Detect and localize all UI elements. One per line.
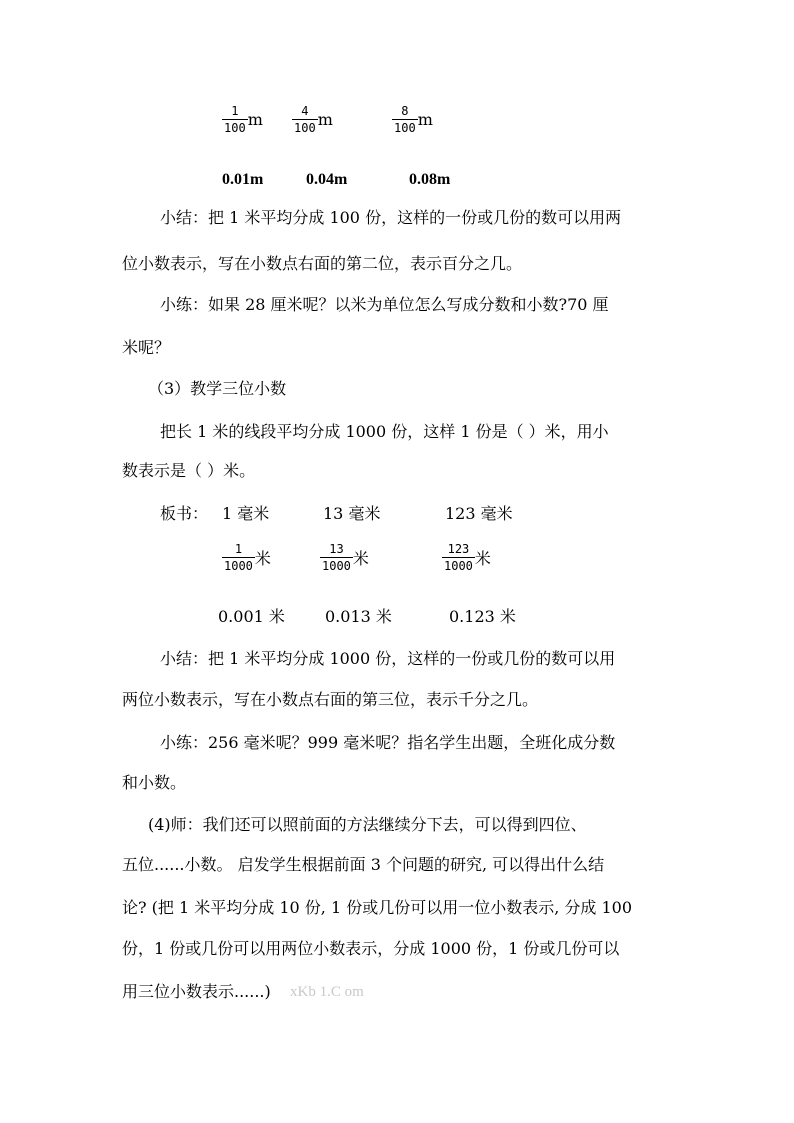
board-item-1mm: 1 毫米 (222, 504, 270, 523)
fraction-4-100-m (292, 104, 333, 135)
denominator: 100 (394, 121, 416, 135)
section-3-heading: （3）教学三位小数 (148, 379, 287, 398)
decimal-0-01m: 0.01m (222, 171, 264, 188)
practice-2-line-1: 小练：256 毫米呢？999 毫米呢？指名学生出题，全班化成分数 (160, 733, 616, 752)
practice-2-line-2: 和小数。 (122, 773, 187, 792)
board-label: 板书： (160, 504, 209, 523)
summary-2-line-2: 两位小数表示，写在小数点右面的第三位，表示千分之几。 (122, 690, 539, 709)
numerator: 123 (447, 542, 470, 556)
practice-1-line-2: 米呢？ (122, 338, 171, 357)
unit: m (247, 110, 263, 129)
denominator: 1000 (224, 559, 253, 573)
fraction-13-1000-mi (320, 542, 369, 573)
section-4-line-1: (4)师：我们还可以照前面的方法继续分下去，可以得到四位、 (148, 815, 587, 834)
section-4-line-4: 份，1 份或几份可以用两位小数表示，分成 1000 份，1 份或几份可以 (122, 939, 620, 958)
unit: 米 (254, 549, 271, 568)
unit: m (417, 110, 433, 129)
unit: 米 (474, 549, 491, 568)
practice-1-line-1: 小练：如果 28 厘米呢？以米为单位怎么写成分数和小数?70 厘 (160, 295, 609, 314)
summary-2-line-1: 小结：把 1 米平均分成 1000 份，这样的一份或几份的数可以用 (160, 649, 616, 668)
decimal-0-08m: 0.08m (409, 171, 451, 188)
denominator: 100 (224, 121, 246, 135)
numerator: 1 (234, 542, 243, 556)
decimal-0-123: 0.123 米 (449, 607, 516, 626)
watermark-text: xKb 1.C om (290, 984, 364, 1000)
section-3-line-2: 数表示是（ ）米。 (122, 461, 256, 480)
numerator: 1 (231, 104, 239, 118)
board-item-13mm: 13 毫米 (323, 504, 381, 523)
fraction-1-1000-mi (222, 542, 271, 573)
fraction-1-100-m (222, 104, 263, 135)
fraction-123-1000-mi (442, 542, 491, 573)
section-3-line-1: 把长 1 米的线段平均分成 1000 份，这样 1 份是（ ）米，用小 (160, 422, 609, 441)
numerator: 13 (329, 542, 344, 556)
fraction-8-100-m (392, 104, 433, 135)
numerator: 4 (301, 104, 309, 118)
section-4-line-5: 用三位小数表示......) (122, 982, 271, 1001)
numerator: 8 (401, 104, 409, 118)
section-4-line-2: 五位......小数。 启发学生根据前面 3 个问题的研究, 可以得出什么结 (122, 855, 605, 874)
unit: 米 (352, 549, 369, 568)
denominator: 100 (294, 121, 316, 135)
denominator: 1000 (444, 559, 473, 573)
decimal-0-013: 0.013 米 (325, 607, 392, 626)
board-item-123mm: 123 毫米 (445, 504, 513, 523)
decimal-0-04m: 0.04m (306, 171, 348, 188)
unit: m (317, 110, 333, 129)
decimal-0-001: 0.001 米 (218, 607, 285, 626)
denominator: 1000 (322, 559, 351, 573)
section-4-line-3: 论? (把 1 米平均分成 10 份, 1 份或几份可以用一位小数表示, 分成 100 (122, 898, 633, 917)
summary-1-line-1: 小结：把 1 米平均分成 100 份，这样的一份或几份的数可以用两 (160, 208, 622, 227)
summary-1-line-2: 位小数表示，写在小数点右面的第二位，表示百分之几。 (122, 254, 523, 273)
